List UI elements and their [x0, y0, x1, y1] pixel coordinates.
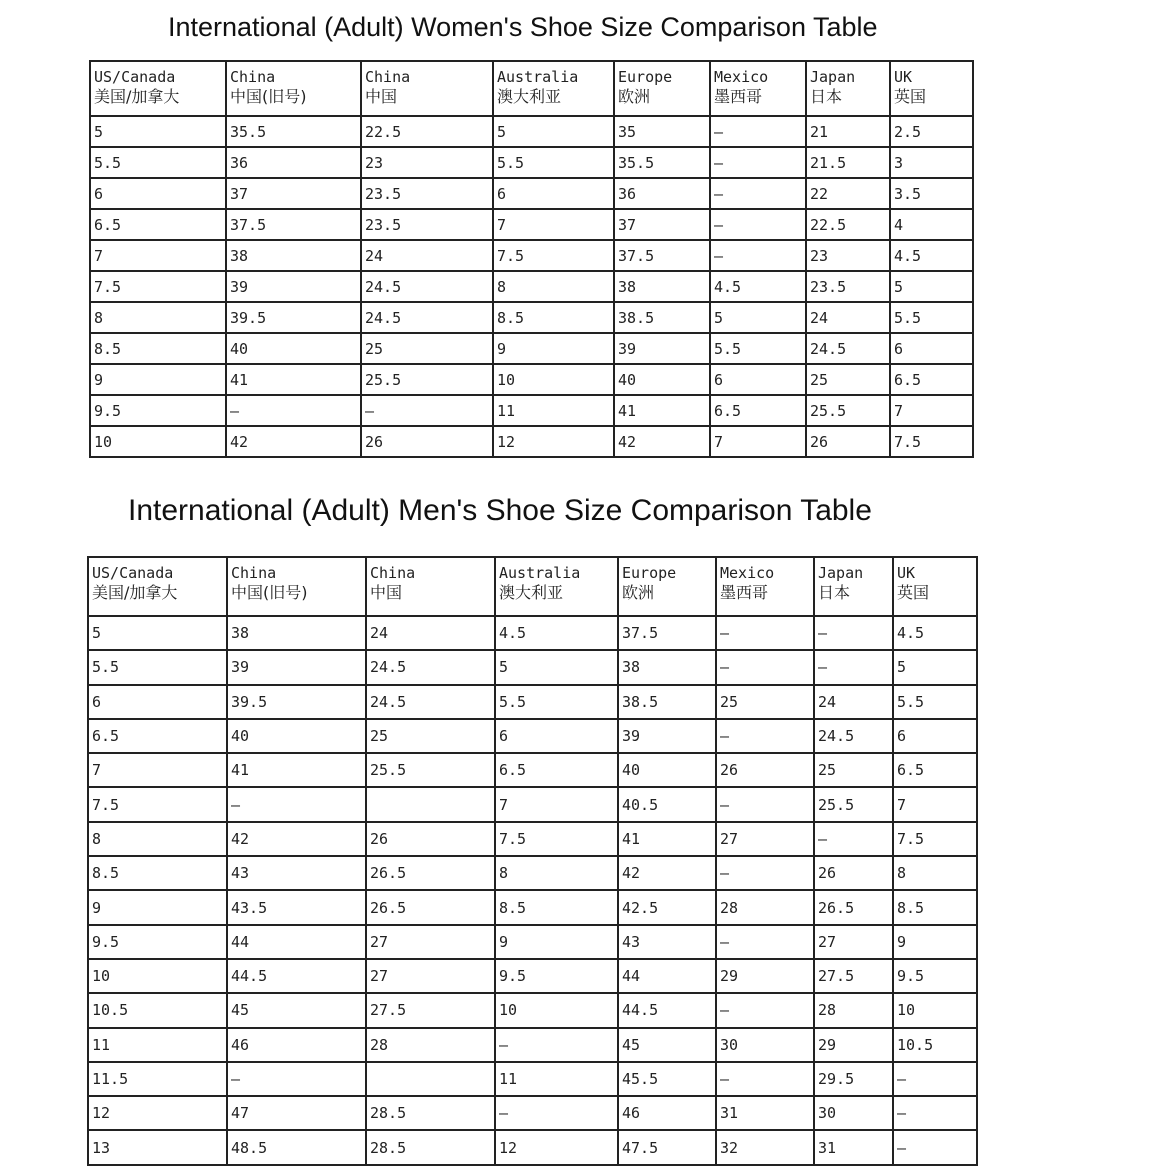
- table-cell: 24: [814, 685, 893, 719]
- table-cell: 41: [227, 753, 366, 787]
- table-cell: –: [495, 1096, 618, 1130]
- table-cell: 10: [893, 993, 977, 1027]
- table-cell: 22.5: [361, 116, 493, 147]
- table-cell: 39: [618, 719, 716, 753]
- table-cell: 28.5: [366, 1130, 495, 1164]
- table-row: [88, 616, 977, 650]
- table-cell: 26: [814, 856, 893, 890]
- table-cell: 7.5: [90, 271, 226, 302]
- table-cell: 5: [88, 616, 227, 650]
- table-cell: 7.5: [495, 822, 618, 856]
- col-header-japan: [806, 61, 890, 116]
- table-cell: 38: [227, 616, 366, 650]
- table-cell: [366, 1062, 495, 1096]
- table-cell: –: [710, 209, 806, 240]
- table-cell: 6: [495, 719, 618, 753]
- table-cell: –: [716, 650, 814, 684]
- table-cell: 5.5: [88, 650, 227, 684]
- table-cell: 7: [893, 787, 977, 821]
- table-cell: 25: [814, 753, 893, 787]
- table-cell: 8: [90, 302, 226, 333]
- table-cell: 4.5: [710, 271, 806, 302]
- table-cell: 4: [890, 209, 973, 240]
- table-cell: 44.5: [618, 993, 716, 1027]
- col-header-label: UK: [894, 68, 913, 86]
- table-cell: 46: [227, 1028, 366, 1062]
- table-cell: 24.5: [366, 650, 495, 684]
- col-header-japan: [814, 557, 893, 616]
- table-row: [90, 302, 973, 333]
- table-cell: 9.5: [90, 395, 226, 426]
- men-table-title: International (Adult) Men's Shoe Size Comparison Table: [128, 494, 872, 527]
- table-cell: 25.5: [814, 787, 893, 821]
- table-cell: 10: [493, 364, 614, 395]
- table-cell: –: [716, 719, 814, 753]
- table-cell: 38: [226, 240, 361, 271]
- table-cell: 5: [890, 271, 973, 302]
- col-header-label-zh: 美国/加拿大: [94, 87, 180, 106]
- table-cell: 27: [366, 925, 495, 959]
- table-cell: 47: [227, 1096, 366, 1130]
- table-cell: –: [710, 240, 806, 271]
- table-cell: 4.5: [890, 240, 973, 271]
- table-cell: 40: [227, 719, 366, 753]
- table-cell: 7: [493, 209, 614, 240]
- table-cell: 26.5: [814, 890, 893, 924]
- table-cell: 42: [226, 426, 361, 457]
- table-cell: 8.5: [90, 333, 226, 364]
- col-header-label: Europe: [622, 564, 677, 582]
- col-header-label: Japan: [810, 68, 856, 86]
- col-header-china-old: [227, 557, 366, 616]
- table-cell: 8: [88, 822, 227, 856]
- table-cell: 22.5: [806, 209, 890, 240]
- table-cell: 8: [493, 271, 614, 302]
- col-header-label-zh: 澳大利亚: [499, 583, 564, 602]
- header-row: [90, 61, 973, 116]
- table-cell: 25: [716, 685, 814, 719]
- table-cell: –: [361, 395, 493, 426]
- table-cell: 26: [366, 822, 495, 856]
- table-cell: –: [710, 178, 806, 209]
- table-cell: 45: [618, 1028, 716, 1062]
- table-cell: –: [814, 822, 893, 856]
- table-cell: 37: [226, 178, 361, 209]
- table-cell: 38: [614, 271, 710, 302]
- table-cell: 31: [716, 1096, 814, 1130]
- table-cell: 8: [495, 856, 618, 890]
- table-cell: –: [710, 147, 806, 178]
- table-cell: 45: [227, 993, 366, 1027]
- table-cell: 37.5: [618, 616, 716, 650]
- table-cell: –: [893, 1096, 977, 1130]
- col-header-label: US/Canada: [92, 564, 174, 582]
- table-cell: 41: [618, 822, 716, 856]
- col-header-label-zh: 英国: [897, 583, 930, 602]
- table-cell: 29: [716, 959, 814, 993]
- table-cell: 43: [618, 925, 716, 959]
- table-cell: 8: [893, 856, 977, 890]
- col-header-label-zh: 墨西哥: [714, 87, 763, 106]
- col-header-china: [366, 557, 495, 616]
- table-row: [90, 147, 973, 178]
- table-cell: 9: [893, 925, 977, 959]
- table-cell: 26.5: [366, 856, 495, 890]
- table-cell: 24.5: [361, 271, 493, 302]
- table-cell: –: [226, 395, 361, 426]
- table-row: [88, 925, 977, 959]
- table-cell: 31: [814, 1130, 893, 1164]
- table-cell: 6: [88, 685, 227, 719]
- table-row: [88, 822, 977, 856]
- table-cell: 5.5: [893, 685, 977, 719]
- table-cell: 25.5: [806, 395, 890, 426]
- table-cell: –: [716, 856, 814, 890]
- col-header-label-zh: 澳大利亚: [497, 87, 562, 106]
- women-size-table: [89, 60, 974, 458]
- table-cell: 39: [227, 650, 366, 684]
- table-cell: 5: [90, 116, 226, 147]
- women-table-title: International (Adult) Women's Shoe Size Comparison Table: [168, 12, 878, 42]
- col-header-us-canada: [90, 61, 226, 116]
- table-cell: 10.5: [88, 993, 227, 1027]
- table-cell: 6.5: [893, 753, 977, 787]
- col-header-label: Europe: [618, 68, 673, 86]
- table-cell: 25: [366, 719, 495, 753]
- col-header-australia: [493, 61, 614, 116]
- table-cell: –: [814, 616, 893, 650]
- table-row: [90, 426, 973, 457]
- col-header-label-zh: 英国: [894, 87, 927, 106]
- table-cell: 25: [806, 364, 890, 395]
- table-cell: 12: [495, 1130, 618, 1164]
- table-cell: 12: [88, 1096, 227, 1130]
- table-cell: 30: [716, 1028, 814, 1062]
- men-size-table: [87, 556, 978, 1166]
- table-cell: 37.5: [226, 209, 361, 240]
- men-table-body: [88, 616, 977, 1165]
- table-cell: 37: [614, 209, 710, 240]
- table-cell: –: [710, 116, 806, 147]
- table-cell: 42: [227, 822, 366, 856]
- col-header-china: [361, 61, 493, 116]
- table-cell: 41: [226, 364, 361, 395]
- table-cell: 8.5: [88, 856, 227, 890]
- table-cell: 35: [614, 116, 710, 147]
- table-cell: 24.5: [806, 333, 890, 364]
- table-cell: 7: [890, 395, 973, 426]
- table-cell: 38.5: [618, 685, 716, 719]
- table-cell: 24: [806, 302, 890, 333]
- table-cell: 27: [716, 822, 814, 856]
- table-row: [90, 271, 973, 302]
- table-cell: –: [227, 1062, 366, 1096]
- table-cell: 35.5: [614, 147, 710, 178]
- table-cell: 9.5: [88, 925, 227, 959]
- col-header-label-zh: 中国: [370, 583, 403, 602]
- table-row: [88, 719, 977, 753]
- table-row: [88, 685, 977, 719]
- table-cell: 44.5: [227, 959, 366, 993]
- table-cell: 5: [495, 650, 618, 684]
- table-cell: 5.5: [890, 302, 973, 333]
- table-cell: 6.5: [710, 395, 806, 426]
- table-cell: 30: [814, 1096, 893, 1130]
- table-cell: 22: [806, 178, 890, 209]
- col-header-uk: [893, 557, 977, 616]
- table-cell: 8.5: [493, 302, 614, 333]
- table-cell: 27.5: [366, 993, 495, 1027]
- table-cell: 44: [618, 959, 716, 993]
- women-table-body: [90, 116, 973, 457]
- table-cell: 24: [366, 616, 495, 650]
- table-cell: 5.5: [90, 147, 226, 178]
- table-cell: 23: [361, 147, 493, 178]
- table-cell: 5: [710, 302, 806, 333]
- table-cell: 39: [614, 333, 710, 364]
- table-cell: 21: [806, 116, 890, 147]
- table-cell: 10: [90, 426, 226, 457]
- col-header-label-zh: 中国(旧号): [230, 87, 307, 106]
- col-header-label-zh: 日本: [818, 583, 851, 602]
- table-cell: 26: [716, 753, 814, 787]
- table-cell: 41: [614, 395, 710, 426]
- table-cell: –: [716, 1062, 814, 1096]
- table-cell: 40: [618, 753, 716, 787]
- table-row: [88, 959, 977, 993]
- header-row: [88, 557, 977, 616]
- table-cell: 45.5: [618, 1062, 716, 1096]
- table-cell: 4.5: [495, 616, 618, 650]
- table-cell: 25.5: [361, 364, 493, 395]
- table-row: [90, 364, 973, 395]
- col-header-china-old: [226, 61, 361, 116]
- table-row: [88, 890, 977, 924]
- table-row: [88, 1062, 977, 1096]
- table-row: [88, 1096, 977, 1130]
- table-cell: 6: [893, 719, 977, 753]
- table-cell: 27: [366, 959, 495, 993]
- table-cell: 40: [614, 364, 710, 395]
- table-cell: –: [893, 1062, 977, 1096]
- table-cell: 9: [88, 890, 227, 924]
- table-cell: 26: [361, 426, 493, 457]
- col-header-label-zh: 欧洲: [618, 87, 651, 106]
- table-cell: 6: [493, 178, 614, 209]
- table-cell: 29: [814, 1028, 893, 1062]
- table-cell: 6.5: [890, 364, 973, 395]
- table-cell: 38: [618, 650, 716, 684]
- table-cell: 10: [495, 993, 618, 1027]
- table-cell: 40: [226, 333, 361, 364]
- table-cell: [366, 787, 495, 821]
- table-cell: 47.5: [618, 1130, 716, 1164]
- table-cell: 3: [890, 147, 973, 178]
- table-cell: 5.5: [710, 333, 806, 364]
- table-row: [90, 395, 973, 426]
- table-cell: –: [716, 925, 814, 959]
- table-cell: 8.5: [495, 890, 618, 924]
- table-cell: 46: [618, 1096, 716, 1130]
- table-cell: 28.5: [366, 1096, 495, 1130]
- table-cell: 11: [88, 1028, 227, 1062]
- table-cell: 42.5: [618, 890, 716, 924]
- table-cell: 7.5: [493, 240, 614, 271]
- table-cell: 11: [495, 1062, 618, 1096]
- col-header-uk: [890, 61, 973, 116]
- table-cell: –: [716, 787, 814, 821]
- table-cell: 11: [493, 395, 614, 426]
- table-cell: –: [893, 1130, 977, 1164]
- table-cell: 11.5: [88, 1062, 227, 1096]
- col-header-label-zh: 美国/加拿大: [92, 583, 178, 602]
- table-cell: 6: [90, 178, 226, 209]
- table-row: [88, 1028, 977, 1062]
- col-header-label: China: [230, 68, 276, 86]
- table-cell: 32: [716, 1130, 814, 1164]
- col-header-label: US/Canada: [94, 68, 176, 86]
- table-cell: –: [495, 1028, 618, 1062]
- table-cell: –: [814, 650, 893, 684]
- table-cell: 28: [814, 993, 893, 1027]
- table-cell: 10.5: [893, 1028, 977, 1062]
- col-header-europe: [618, 557, 716, 616]
- table-cell: 13: [88, 1130, 227, 1164]
- col-header-label-zh: 欧洲: [622, 583, 655, 602]
- table-cell: 6.5: [88, 719, 227, 753]
- table-cell: 39: [226, 271, 361, 302]
- table-cell: 36: [614, 178, 710, 209]
- table-cell: 6.5: [90, 209, 226, 240]
- table-cell: 9: [495, 925, 618, 959]
- table-cell: 39.5: [226, 302, 361, 333]
- table-cell: 35.5: [226, 116, 361, 147]
- table-cell: 44: [227, 925, 366, 959]
- table-cell: 7: [495, 787, 618, 821]
- table-cell: 27.5: [814, 959, 893, 993]
- table-cell: 9: [493, 333, 614, 364]
- col-header-label: Mexico: [714, 68, 769, 86]
- table-cell: 9.5: [893, 959, 977, 993]
- table-cell: 5.5: [495, 685, 618, 719]
- table-cell: 5: [893, 650, 977, 684]
- table-cell: 5: [493, 116, 614, 147]
- table-cell: 24.5: [366, 685, 495, 719]
- table-cell: 48.5: [227, 1130, 366, 1164]
- table-row: [90, 116, 973, 147]
- table-row: [88, 993, 977, 1027]
- table-row: [90, 240, 973, 271]
- table-row: [88, 787, 977, 821]
- table-cell: 36: [226, 147, 361, 178]
- table-cell: 25: [361, 333, 493, 364]
- col-header-label: UK: [897, 564, 916, 582]
- table-cell: 23.5: [806, 271, 890, 302]
- table-cell: 26.5: [366, 890, 495, 924]
- col-header-label-zh: 中国: [365, 87, 398, 106]
- table-cell: 23.5: [361, 178, 493, 209]
- table-cell: 12: [493, 426, 614, 457]
- table-cell: 23.5: [361, 209, 493, 240]
- table-cell: 3.5: [890, 178, 973, 209]
- table-cell: 21.5: [806, 147, 890, 178]
- table-cell: 7: [90, 240, 226, 271]
- table-cell: 43.5: [227, 890, 366, 924]
- table-row: [88, 856, 977, 890]
- table-cell: 24.5: [361, 302, 493, 333]
- col-header-us-canada: [88, 557, 227, 616]
- table-cell: 28: [716, 890, 814, 924]
- table-cell: 38.5: [614, 302, 710, 333]
- col-header-label: China: [370, 564, 416, 582]
- table-cell: 29.5: [814, 1062, 893, 1096]
- col-header-label-zh: 日本: [810, 87, 843, 106]
- table-cell: –: [227, 787, 366, 821]
- table-cell: 6: [710, 364, 806, 395]
- table-row: [90, 209, 973, 240]
- table-cell: 42: [614, 426, 710, 457]
- table-row: [88, 650, 977, 684]
- col-header-europe: [614, 61, 710, 116]
- table-cell: 7.5: [88, 787, 227, 821]
- table-cell: 7.5: [890, 426, 973, 457]
- table-cell: 42: [618, 856, 716, 890]
- table-cell: 27: [814, 925, 893, 959]
- table-cell: 26: [806, 426, 890, 457]
- table-cell: 9.5: [495, 959, 618, 993]
- table-cell: 24: [361, 240, 493, 271]
- table-cell: 8.5: [893, 890, 977, 924]
- table-cell: 6: [890, 333, 973, 364]
- col-header-mexico: [716, 557, 814, 616]
- col-header-label: Japan: [818, 564, 864, 582]
- table-cell: 40.5: [618, 787, 716, 821]
- table-cell: 9: [90, 364, 226, 395]
- table-cell: –: [716, 993, 814, 1027]
- table-row: [90, 333, 973, 364]
- table-cell: 4.5: [893, 616, 977, 650]
- col-header-label: Australia: [497, 68, 579, 86]
- table-cell: –: [716, 616, 814, 650]
- table-cell: 37.5: [614, 240, 710, 271]
- col-header-label: Australia: [499, 564, 581, 582]
- col-header-australia: [495, 557, 618, 616]
- table-cell: 25.5: [366, 753, 495, 787]
- table-cell: 5.5: [493, 147, 614, 178]
- table-row: [90, 178, 973, 209]
- table-cell: 23: [806, 240, 890, 271]
- col-header-mexico: [710, 61, 806, 116]
- table-cell: 28: [366, 1028, 495, 1062]
- col-header-label: China: [231, 564, 277, 582]
- table-cell: 39.5: [227, 685, 366, 719]
- table-cell: 2.5: [890, 116, 973, 147]
- table-cell: 24.5: [814, 719, 893, 753]
- table-cell: 7: [710, 426, 806, 457]
- table-row: [88, 1130, 977, 1164]
- col-header-label-zh: 中国(旧号): [231, 583, 308, 602]
- col-header-label: Mexico: [720, 564, 775, 582]
- table-cell: 6.5: [495, 753, 618, 787]
- table-cell: 10: [88, 959, 227, 993]
- table-cell: 7: [88, 753, 227, 787]
- table-cell: 43: [227, 856, 366, 890]
- table-cell: 7.5: [893, 822, 977, 856]
- table-row: [88, 753, 977, 787]
- col-header-label-zh: 墨西哥: [720, 583, 769, 602]
- col-header-label: China: [365, 68, 411, 86]
